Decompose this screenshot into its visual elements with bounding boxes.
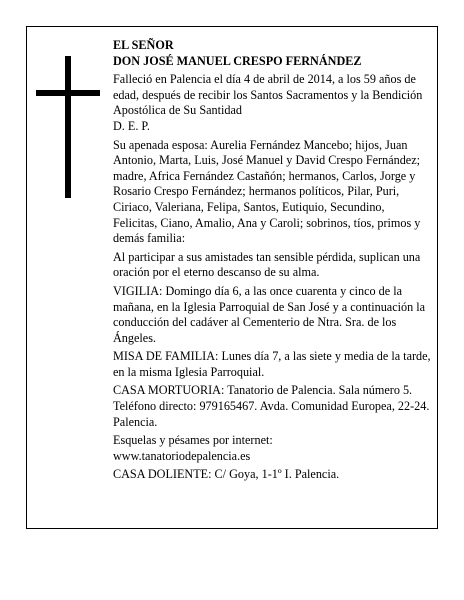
family-list: Su apenada esposa: Aurelia Fernández Mancebo; hijos, Juan Antonio, Marta, Luis, José Manuel y David Crespo Fernández; madre, Africa Fernández Castañón; hermanos, Carlos, Jorge y Rosario Crespo Fernández; hermanos políticos, Pilar, Puri, Ciriaco, Valeriana, Felipa, Santos, Eutiquio, Secundino, Felicitas, Ciano, Amalio, Ana y Caroli; sobrinos, tíos, primos y demás familia: [113,137,421,246]
cross-horizontal-bar [36,90,100,96]
title-line-1: EL SEÑOR [113,38,174,52]
death-announcement: Falleció en Palencia el día 4 de abril de 2014, a los 59 años de edad, después de recibir los Santos Sacramentos y la Bendición Apostólica de Su Santidad [113,72,423,118]
internet-label: Esquelas y pésames por internet: [113,433,273,448]
cross-vertical-bar [65,56,71,198]
family-mass-info: MISA DE FAMILIA: Lunes día 7, a las siete y media de la tarde, en la misma Iglesia Parroquial. [113,349,431,379]
latin-cross-icon [36,56,100,198]
prayer-request: Al participar a sus amistades tan sensible pérdida, suplican una oración por el eterno descanso de su alma. [113,249,421,280]
rip-line: D. E. P. [113,118,150,133]
internet-url: www.tanatoriodepalencia.es [113,448,251,463]
funeral-home-info: CASA MORTUORIA: Tanatorio de Palencia. Sala número 5. Teléfono directo: 979165467. Avda. Comunidad Europea, 22-24. Palencia. [113,383,430,429]
mourning-house-info: CASA DOLIENTE: C/ Goya, 1-1º I. Palencia. [113,467,340,482]
vigil-info: VIGILIA: Domingo día 6, a las once cuarenta y cinco de la mañana, en la Iglesia Parroquial de San José y a continuación la conducción del cadáver al Cementerio de Ntra. Sra. de los Ángeles. [113,283,426,345]
obituary-text [113,38,431,483]
deceased-name: DON JOSÉ MANUEL CRESPO FERNÁNDEZ [113,53,362,68]
